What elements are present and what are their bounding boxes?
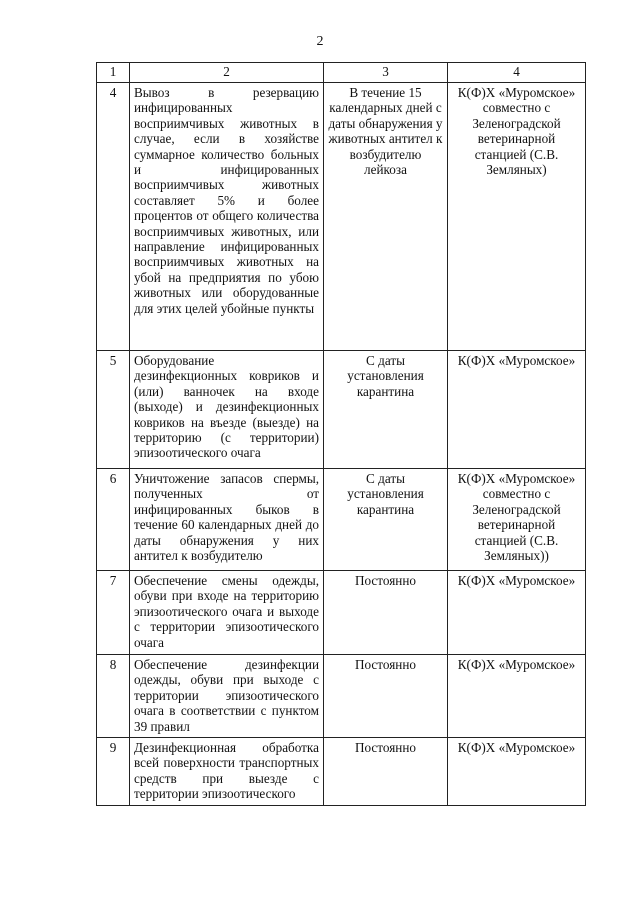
row-number: 4 [97,83,130,351]
row-responsible: К(Ф)Х «Муромское» совместно с Зеленоградской ветеринарной станцией (С.В. Земляных)) [448,469,586,571]
table-row [97,351,586,469]
row-measure: Дезинфекционная обработка всей поверхности транспортных средств при выезде с территории эпизоотического [130,738,324,806]
row-responsible: К(Ф)Х «Муромское» [448,738,586,806]
row-number: 8 [97,655,130,738]
table-header-row [97,63,586,83]
row-responsible: К(Ф)Х «Муромское» [448,351,586,469]
row-measure: Уничтожение запасов спермы, полученных от инфицированных быков в течение 60 календарных дней до даты обнаружения у них антител к возбудителю [130,469,324,571]
column-header-number: 1 [97,63,130,83]
row-measure: Обеспечение дезинфекции одежды, обуви при выходе с территории эпизоотического очага в соответствии с пунктом 39 правил [130,655,324,738]
row-measure: Оборудование дезинфекционных ковриков и (или) ванночек на входе (выходе) и дезинфекционных ковриков на въезде (выезде) на территорию (с территории) эпизоотического очага [130,351,324,469]
column-header-measure: 2 [130,63,324,83]
row-responsible: К(Ф)Х «Муромское» [448,571,586,655]
row-term: Постоянно [324,655,448,738]
table-row [97,83,586,351]
row-responsible: К(Ф)Х «Муромское» [448,655,586,738]
row-number: 9 [97,738,130,806]
row-term: С даты установления карантина [324,351,448,469]
row-term: Постоянно [324,738,448,806]
column-header-responsible: 4 [448,63,586,83]
table-row [97,738,586,806]
table-row [97,571,586,655]
table-row [97,469,586,571]
row-number: 5 [97,351,130,469]
row-measure: Вывоз в резервацию инфицированных восприимчивых животных в случае, если в хозяйстве суммарное количество больных и инфицированных восприимчивых животных составляет 5% и более процентов от общего количества восприимчивых животных, или направление инфицированных восприимчивых животных на убой на предприятия по убою животных или оборудованные для этих целей убойные пункты [130,83,324,351]
row-measure: Обеспечение смены одежды, обуви при входе на территорию эпизоотического очага и выходе с территории эпизоотического очага [130,571,324,655]
row-responsible: К(Ф)Х «Муромское» совместно с Зеленоградской ветеринарной станцией (С.В. Земляных) [448,83,586,351]
measures-table [96,62,586,806]
row-number: 6 [97,469,130,571]
table-row [97,655,586,738]
column-header-term: 3 [324,63,448,83]
row-term: С даты установления карантина [324,469,448,571]
row-term: В течение 15 календарных дней с даты обнаружения у животных антител к возбудителю лейкоза [324,83,448,351]
page-number: 2 [316,34,324,49]
row-number: 7 [97,571,130,655]
row-term: Постоянно [324,571,448,655]
